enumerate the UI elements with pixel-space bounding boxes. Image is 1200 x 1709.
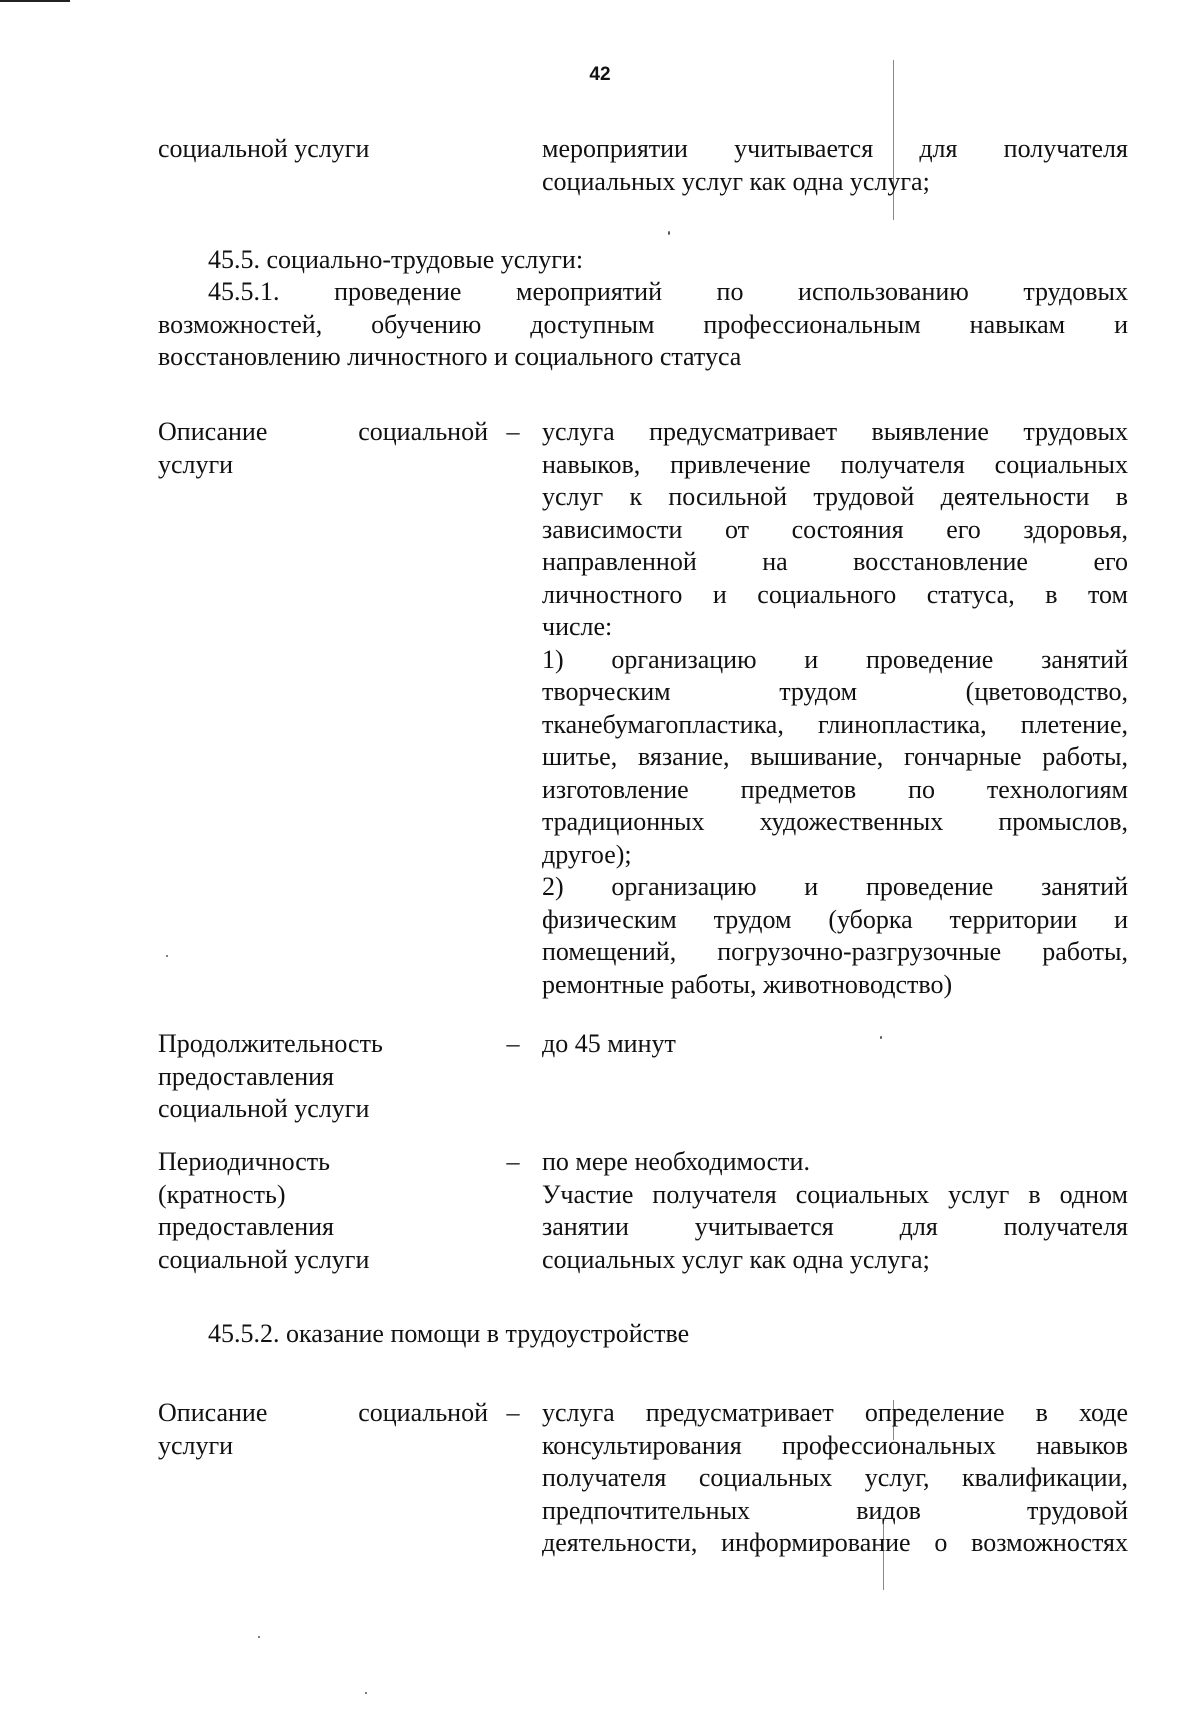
continuation-text: мероприятии учитывается для получателя социальных услуг как одна услуга;	[542, 134, 1128, 196]
separator-dash: –	[506, 1147, 520, 1176]
service-description-text: услуга предусматривает определение в ходе консультирования профессиональных навыков получателя социальных услуг, квалификации, предпочтительных видов трудовой деятельности, информирование о возможностях	[542, 1398, 1128, 1557]
service-description-label: Описание социальной услуги	[158, 1398, 488, 1460]
scan-speck	[166, 955, 168, 957]
scan-speck	[668, 231, 670, 235]
service-description-text: услуга предусматривает выявление трудовых навыков, привлечение получателя социальных услуг к посильной трудовой деятельности в зависимости от состояния его здоровья, направленной на восстановление его личностного и социального статуса, в том числе: 1) организацию и проведение занятий творческим трудом (цветоводство, тканебумагопластика, глинопластика, плетение, шитье, вязание, вышивание, гончарные работы, изготовление предметов по технологиям традиционных художественных промыслов, другое); 2) организацию и проведение занятий физическим трудом (уборка территории и помещений, погрузочно-разгрузочные работы, ремонтные работы, животноводство)	[542, 417, 1128, 999]
item-45-5-1-title: 45.5.1. проведение мероприятий по использованию трудовых возможностей, обучению доступным профессиональным навыкам и восстановлению личностного и социального статуса	[158, 277, 1128, 371]
service-duration-value: до 45 минут	[542, 1029, 676, 1058]
service-periodicity-label: Периодичность (кратность) предоставления социальной услуги	[158, 1147, 370, 1274]
page-number: 42	[589, 64, 611, 85]
service-description-label: Описание социальной услуги	[158, 417, 488, 479]
scan-speck	[365, 1692, 367, 1694]
separator-dash: –	[506, 417, 520, 446]
section-heading: 45.5. социально-трудовые услуги:	[208, 245, 584, 274]
item-45-5-2-title: 45.5.2. оказание помощи в трудоустройстве	[208, 1319, 690, 1348]
scan-edge-mark	[0, 0, 70, 2]
continuation-label: социальной услуги	[158, 134, 370, 163]
separator-dash: –	[506, 1029, 520, 1058]
service-periodicity-text: по мере необходимости. Участие получателя социальных услуг в одном занятии учитывается для получателя социальных услуг как одна услуга;	[542, 1147, 1128, 1274]
service-duration-label: Продолжительность предоставления социальной услуги	[158, 1029, 383, 1123]
scan-speck	[880, 1036, 882, 1039]
separator-dash: –	[506, 1398, 520, 1427]
scan-speck	[258, 1636, 260, 1638]
